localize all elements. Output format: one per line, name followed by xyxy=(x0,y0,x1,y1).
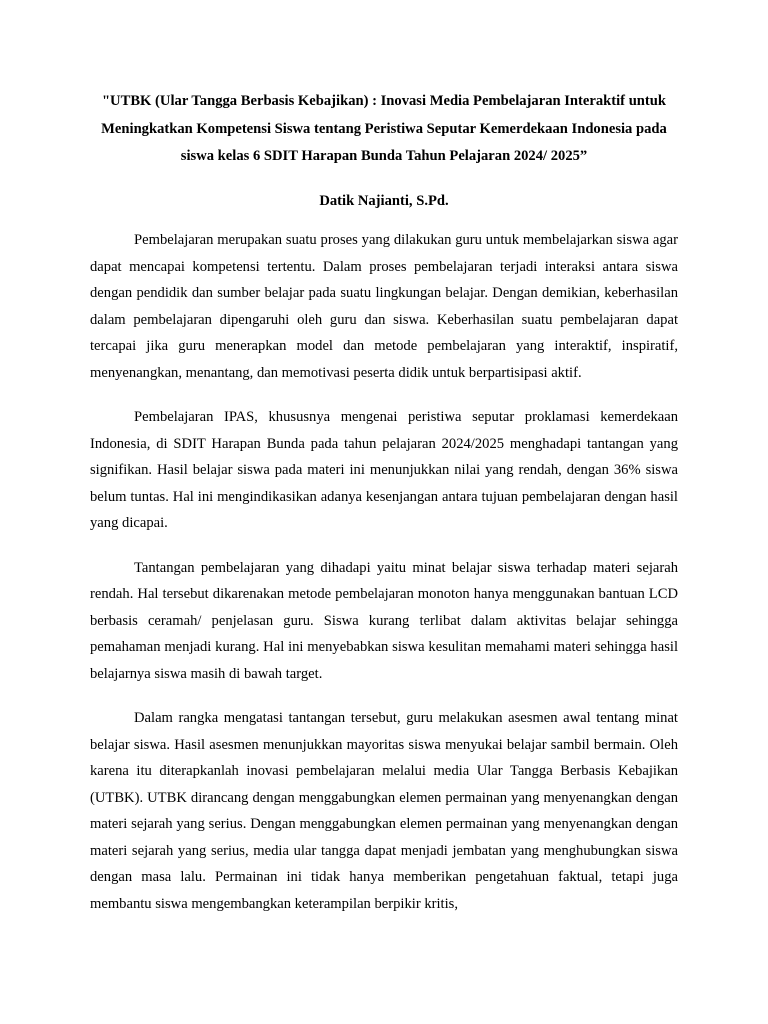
author-name: Datik Najianti, S.Pd. xyxy=(319,192,449,209)
paragraph-2: Pembelajaran IPAS, khususnya mengenai peristiwa seputar proklamasi kemerdekaan Indonesia, di SDIT Harapan Bunda pada tahun pelajaran 2024/2025 menghadapi tantangan yang signifikan. Hasil belajar siswa pada materi ini menunjukkan nilai yang rendah, dengan 36% siswa belum tuntas. Hal ini mengindikasikan adanya kesenjangan antara tujuan pembelajaran dengan hasil yang dicapai. xyxy=(90,409,678,531)
paragraph-3: Tantangan pembelajaran yang dihadapi yaitu minat belajar siswa terhadap materi sejarah rendah. Hal tersebut dikarenakan metode pembelajaran monoton hanya menggunakan bantuan LCD berbasis ceramah/ penjelasan guru. Siswa kurang terlibat dalam aktivitas belajar sehingga pemahaman menjadi kurang. Hal ini menyebabkan siswa kesulitan memahami materi sehingga hasil belajarnya siswa masih di bawah target. xyxy=(90,559,678,682)
paragraph-1: Pembelajaran merupakan suatu proses yang dilakukan guru untuk membelajarkan siswa agar dapat mencapai kompetensi tertentu. Dalam proses pembelajaran terjadi interaksi antara siswa dengan pendidik dan sumber belajar pada suatu lingkungan belajar. Dengan demikian, keberhasilan dalam pembelajaran dipengaruhi oleh guru dan siswa. Keberhasilan suatu pembelajaran dapat tercapai jika guru menerapkan model dan metode pembelajaran yang interaktif, inspiratif, menyenangkan, menantang, dan memotivasi peserta didik untuk berpartisipasi aktif. xyxy=(90,232,678,381)
document-body xyxy=(90,88,678,917)
paragraph-4: Dalam rangka mengatasi tantangan tersebut, guru melakukan asesmen awal tentang minat belajar siswa. Hasil asesmen menunjukkan mayoritas siswa menyukai belajar sambil bermain. Oleh karena itu diterapkanlah inovasi pembelajaran melalui media Ular Tangga Berbasis Kebajikan (UTBK). UTBK dirancang dengan menggabungkan elemen permainan yang menyenangkan dengan materi sejarah yang serius. Dengan menggabungkan elemen permainan yang menyenangkan dengan materi sejarah yang serius, media ular tangga dapat menjadi jembatan yang menghubungkan siswa dengan masa lalu. Permainan ini tidak hanya memberikan pengetahuan faktual, tetapi juga membantu siswa mengembangkan keterampilan berpikir kritis, xyxy=(90,710,678,912)
document-title: "UTBK (Ular Tangga Berbasis Kebajikan) : Inovasi Media Pembelajaran Interaktif untuk Meningkatkan Kompetensi Siswa tentang Peristiwa Seputar Kemerdekaan Indonesia pada siswa kelas 6 SDIT Harapan Bunda Tahun Pelajaran 2024/ 2025” xyxy=(101,93,667,164)
